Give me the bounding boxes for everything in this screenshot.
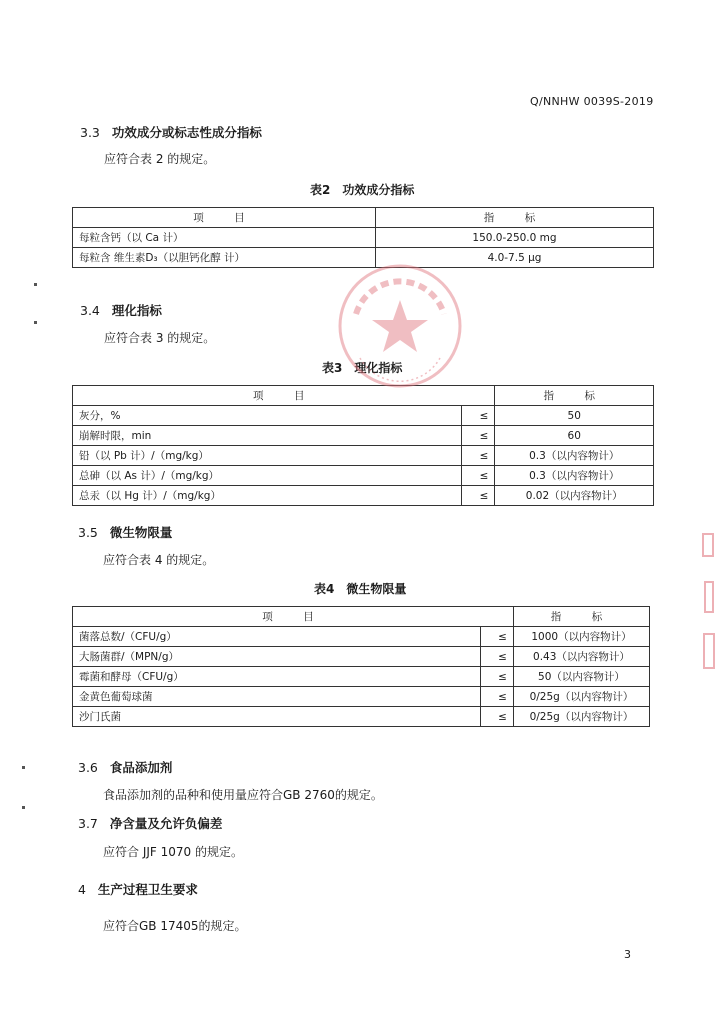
table-row: [73, 486, 654, 506]
table3: [72, 385, 654, 506]
less-equal-symbol: ≤: [480, 667, 513, 687]
section-3-7-text: 应符合 JJF 1070 的规定。: [103, 845, 243, 859]
table-row: [73, 426, 654, 446]
section-title: 理化指标: [111, 303, 162, 318]
section-number: 3.7: [78, 816, 98, 831]
header-value: 指 标: [513, 607, 649, 627]
table-row: [73, 446, 654, 466]
less-equal-symbol: ≤: [462, 486, 495, 506]
less-equal-symbol: ≤: [462, 446, 495, 466]
section-3-5-heading: [78, 523, 172, 541]
row-item: 菌落总数/（CFU/g）: [73, 627, 481, 647]
less-equal-symbol: ≤: [480, 707, 513, 727]
document-code: Q/NNHW 0039S-2019: [530, 95, 654, 108]
row-value: 0.02（以内容物计）: [495, 486, 654, 506]
company-seal-stamp: [336, 262, 464, 390]
row-value: 1000（以内容物计）: [513, 627, 649, 647]
row-item: 金黄色葡萄球菌: [73, 687, 481, 707]
section-3-3-text: 应符合表 2 的规定。: [104, 152, 216, 166]
less-equal-symbol: ≤: [462, 466, 495, 486]
table2: [72, 207, 654, 268]
row-item: 霉菌和酵母（CFU/g）: [73, 667, 481, 687]
table3-caption: 表3 理化指标: [322, 361, 403, 375]
less-equal-symbol: ≤: [480, 687, 513, 707]
table-row: [73, 406, 654, 426]
header-item: 项 目: [73, 607, 514, 627]
header-value: 指 标: [376, 208, 654, 228]
scan-speck: [22, 806, 25, 809]
section-3-3-heading: [80, 123, 262, 141]
table-header-row: [73, 607, 650, 627]
table-row: [73, 687, 650, 707]
section-3-4-text: 应符合表 3 的规定。: [104, 331, 216, 345]
section-3-5-text: 应符合表 4 的规定。: [103, 553, 215, 567]
section-title: 净含量及允许负偏差: [109, 816, 223, 831]
section-number: 3.4: [80, 303, 100, 318]
scan-speck: [22, 766, 25, 769]
header-item: 项 目: [73, 208, 376, 228]
row-value: 50: [495, 406, 654, 426]
section-3-6-heading: [78, 758, 172, 776]
row-item: 大肠菌群/（MPN/g）: [73, 647, 481, 667]
table4-caption: 表4 微生物限量: [314, 582, 407, 596]
row-item: 每粒含 维生素D₃（以胆钙化醇 计）: [73, 248, 376, 268]
section-4-text: 应符合GB 17405的规定。: [103, 919, 247, 933]
section-number: 3.6: [78, 760, 98, 775]
table-row: [73, 707, 650, 727]
header-value: 指 标: [495, 386, 654, 406]
row-value: 0.43（以内容物计）: [513, 647, 649, 667]
section-title: 食品添加剂: [109, 760, 173, 775]
section-title: 微生物限量: [109, 525, 173, 540]
row-item: 总汞（以 Hg 计）/（mg/kg）: [73, 486, 462, 506]
section-number: 3.3: [80, 125, 100, 140]
less-equal-symbol: ≤: [462, 406, 495, 426]
row-value: 0/25g（以内容物计）: [513, 687, 649, 707]
table-row: [73, 667, 650, 687]
row-item: 铅（以 Pb 计）/（mg/kg）: [73, 446, 462, 466]
scan-speck: [34, 321, 37, 324]
table-row: [73, 627, 650, 647]
section-title: 功效成分或标志性成分指标: [111, 125, 262, 140]
section-number: 4: [78, 882, 86, 897]
row-item: 总砷（以 As 计）/（mg/kg）: [73, 466, 462, 486]
row-value: 0/25g（以内容物计）: [513, 707, 649, 727]
row-value: 0.3（以内容物计）: [495, 466, 654, 486]
header-item: 项 目: [73, 386, 495, 406]
section-4-heading: [78, 880, 198, 898]
seal-star: [372, 300, 428, 352]
row-value: 0.3（以内容物计）: [495, 446, 654, 466]
section-title: 生产过程卫生要求: [97, 882, 198, 897]
row-value: 60: [495, 426, 654, 446]
table4: [72, 606, 650, 727]
section-3-6-text: 食品添加剂的品种和使用量应符合GB 2760的规定。: [103, 788, 383, 802]
scan-speck: [34, 283, 37, 286]
row-value: 4.0-7.5 μg: [376, 248, 654, 268]
table-row: [73, 228, 654, 248]
less-equal-symbol: ≤: [462, 426, 495, 446]
table-row: [73, 466, 654, 486]
less-equal-symbol: ≤: [480, 627, 513, 647]
edge-seal-fragment: [695, 530, 719, 680]
page-number: 3: [624, 948, 631, 961]
row-item: 每粒含钙（以 Ca 计）: [73, 228, 376, 248]
table2-caption: 表2 功效成分指标: [310, 183, 415, 197]
row-item: 沙门氏菌: [73, 707, 481, 727]
row-item: 崩解时限，min: [73, 426, 462, 446]
table-row: [73, 647, 650, 667]
table-header-row: [73, 208, 654, 228]
row-value: 150.0-250.0 mg: [376, 228, 654, 248]
less-equal-symbol: ≤: [480, 647, 513, 667]
section-3-7-heading: [78, 814, 222, 832]
row-item: 灰分，%: [73, 406, 462, 426]
row-value: 50（以内容物计）: [513, 667, 649, 687]
section-number: 3.5: [78, 525, 98, 540]
section-3-4-heading: [80, 301, 162, 319]
